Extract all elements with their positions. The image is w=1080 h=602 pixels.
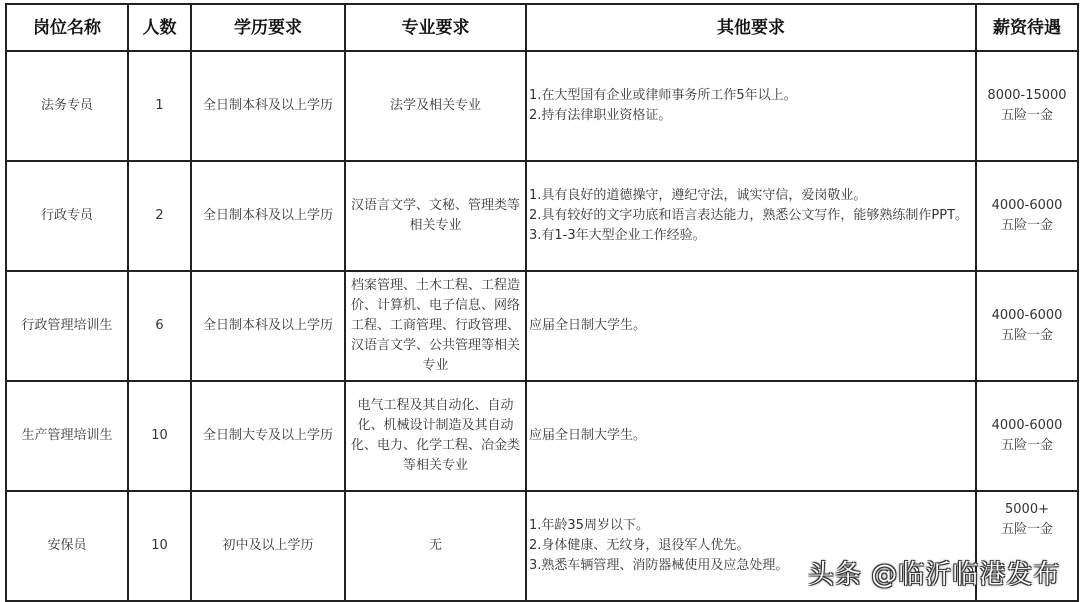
requirement-line: 1.年龄35周岁以下。: [529, 518, 649, 533]
benefits: 五险一金: [1000, 108, 1053, 123]
requirement-line: 1.在大型国有企业或律师事务所工作5年以上。: [529, 88, 797, 103]
salary-range: 4000-6000: [991, 308, 1063, 323]
requirement-line: 应届全日制大学生。: [529, 318, 647, 333]
requirement-line: 2.具有较好的文字功底和语言表达能力，熟悉公文写作，能够熟练制作PPT。: [529, 208, 969, 223]
cell-salary: [976, 381, 1078, 491]
cell-salary: [976, 271, 1078, 381]
cell-major: 档案管理、土木工程、工程造价、计算机、电子信息、网络工程、工商管理、行政管理、汉语言文学、公共管理等相关专业: [345, 271, 526, 381]
cell-count: 1: [128, 51, 191, 161]
benefits: 五险一金: [1000, 218, 1053, 233]
salary-range: 5000+: [1005, 502, 1049, 517]
header-position: 岗位名称: [6, 4, 128, 51]
cell-position: 行政管理培训生: [6, 271, 128, 381]
requirement-line: 1.具有良好的道德操守，遵纪守法，诚实守信，爱岗敬业。: [529, 188, 867, 203]
requirement-line: 应届全日制大学生。: [529, 428, 647, 443]
cell-count: 6: [128, 271, 191, 381]
header-education: 学历要求: [191, 4, 345, 51]
cell-other: [526, 381, 976, 491]
requirement-line: 3.有1-3年大型企业工作经验。: [529, 228, 706, 243]
recruitment-table: [5, 3, 1079, 602]
cell-other: [526, 271, 976, 381]
cell-salary: [976, 51, 1078, 161]
table-row: [6, 161, 1078, 271]
cell-position: 安保员: [6, 491, 128, 601]
cell-major: 汉语言文学、文秘、管理类等相关专业: [345, 161, 526, 271]
cell-position: 法务专员: [6, 51, 128, 161]
header-salary: 薪资待遇: [976, 4, 1078, 51]
cell-count: 10: [128, 491, 191, 601]
cell-education: 全日制本科及以上学历: [191, 271, 345, 381]
table-row: [6, 381, 1078, 491]
cell-count: 2: [128, 161, 191, 271]
requirement-line: 2.身体健康、无纹身，退役军人优先。: [529, 538, 750, 553]
salary-range: 8000-15000: [987, 88, 1067, 103]
cell-position: 生产管理培训生: [6, 381, 128, 491]
header-count: 人数: [128, 4, 191, 51]
cell-other: [526, 51, 976, 161]
table-row: [6, 271, 1078, 381]
salary-range: 4000-6000: [991, 198, 1063, 213]
cell-position: 行政专员: [6, 161, 128, 271]
header-major: 专业要求: [345, 4, 526, 51]
requirement-line: 3.熟悉车辆管理、消防器械使用及应急处理。: [529, 558, 789, 573]
cell-education: 初中及以上学历: [191, 491, 345, 601]
table-row: [6, 51, 1078, 161]
cell-education: 全日制本科及以上学历: [191, 51, 345, 161]
benefits: 五险一金: [1000, 328, 1053, 343]
cell-other: [526, 161, 976, 271]
cell-salary: [976, 161, 1078, 271]
requirement-line: 2.持有法律职业资格证。: [529, 108, 672, 123]
benefits: 五险一金: [1000, 522, 1053, 537]
cell-major: 法学及相关专业: [345, 51, 526, 161]
watermark: 头条 @临沂临港发布: [808, 560, 1061, 590]
cell-education: 全日制大专及以上学历: [191, 381, 345, 491]
cell-count: 10: [128, 381, 191, 491]
cell-major: 无: [345, 491, 526, 601]
cell-major: 电气工程及其自动化、自动化、机械设计制造及其自动化、电力、化学工程、冶金类等相关专业: [345, 381, 526, 491]
benefits: 五险一金: [1000, 438, 1053, 453]
header-row: [6, 4, 1078, 51]
salary-range: 4000-6000: [991, 418, 1063, 433]
header-other: 其他要求: [526, 4, 976, 51]
cell-education: 全日制本科及以上学历: [191, 161, 345, 271]
